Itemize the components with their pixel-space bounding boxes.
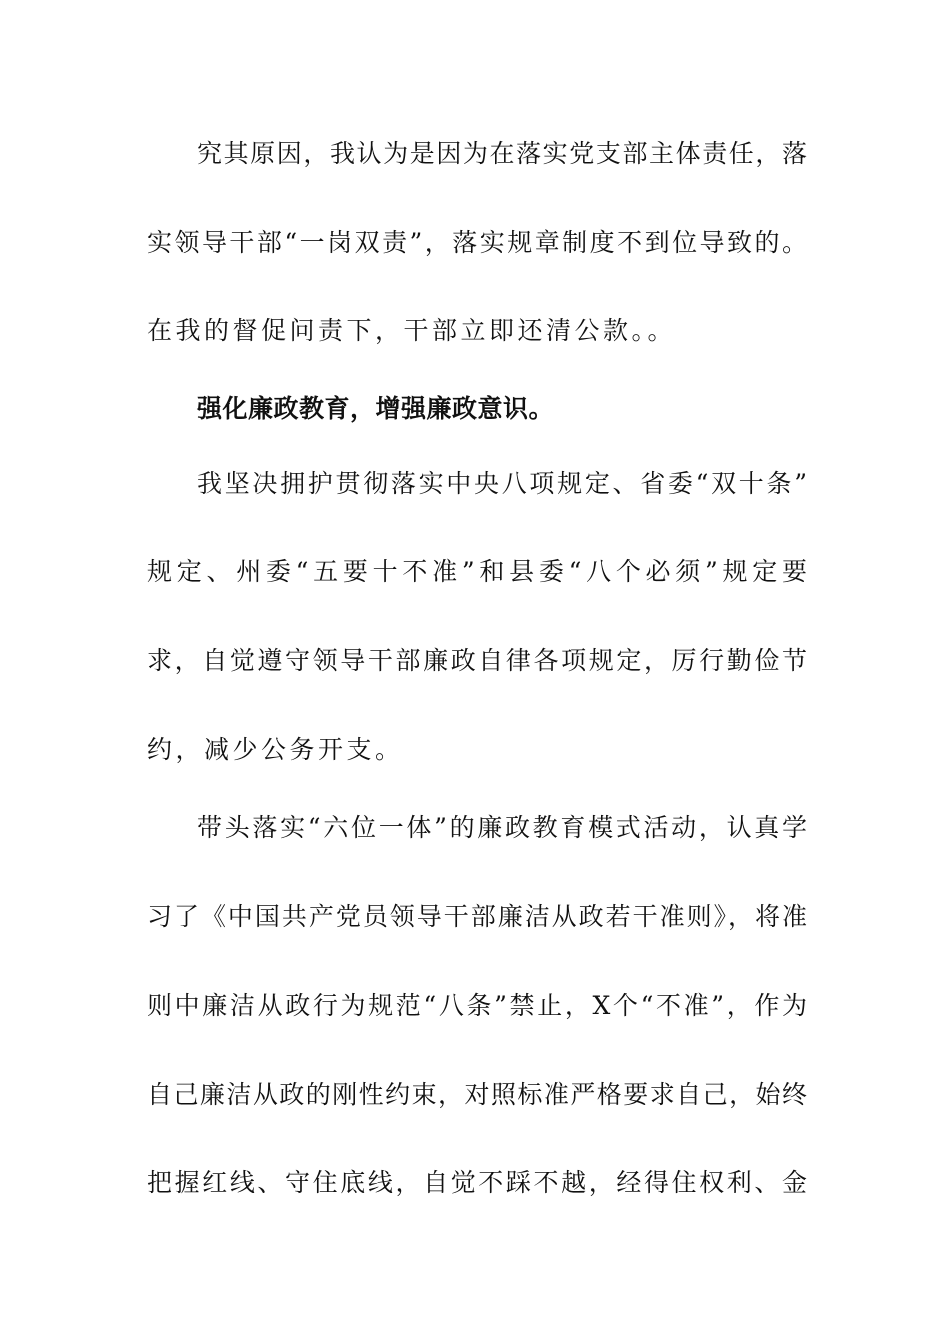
paragraph-line-7: 约，减少公务开支。 <box>147 735 404 764</box>
paragraph-line-10: 则中廉洁从政行为规范“八条”禁止，X个“不准”，作为 <box>147 991 807 1020</box>
paragraph-line-8: 带头落实“六位一体”的廉政教育模式活动，认真学 <box>197 813 807 842</box>
paragraph-line-12: 把握红线、守住底线，自觉不踩不越，经得住权利、金 <box>147 1168 807 1197</box>
paragraph-line-5: 规定、州委“五要十不准”和县委“八个必须”规定要 <box>147 557 807 586</box>
paragraph-line-4: 我坚决拥护贯彻落实中央八项规定、省委“双十条” <box>197 469 807 498</box>
paragraph-line-1: 究其原因，我认为是因为在落实党支部主体责任，落 <box>197 139 807 168</box>
paragraph-line-3: 在我的督促问责下，干部立即还清公款。。 <box>147 316 677 345</box>
paragraph-line-9: 习了《中国共产党员领导干部廉洁从政若干准则》，将准 <box>147 902 807 931</box>
section-heading: 强化廉政教育，增强廉政意识。 <box>197 394 555 423</box>
paragraph-line-2: 实领导干部“一岗双责”，落实规章制度不到位导致的。 <box>147 228 807 257</box>
paragraph-line-11: 自己廉洁从政的刚性约束，对照标准严格要求自己，始终 <box>147 1080 807 1109</box>
paragraph-line-6: 求，自觉遵守领导干部廉政自律各项规定，厉行勤俭节 <box>147 646 807 675</box>
